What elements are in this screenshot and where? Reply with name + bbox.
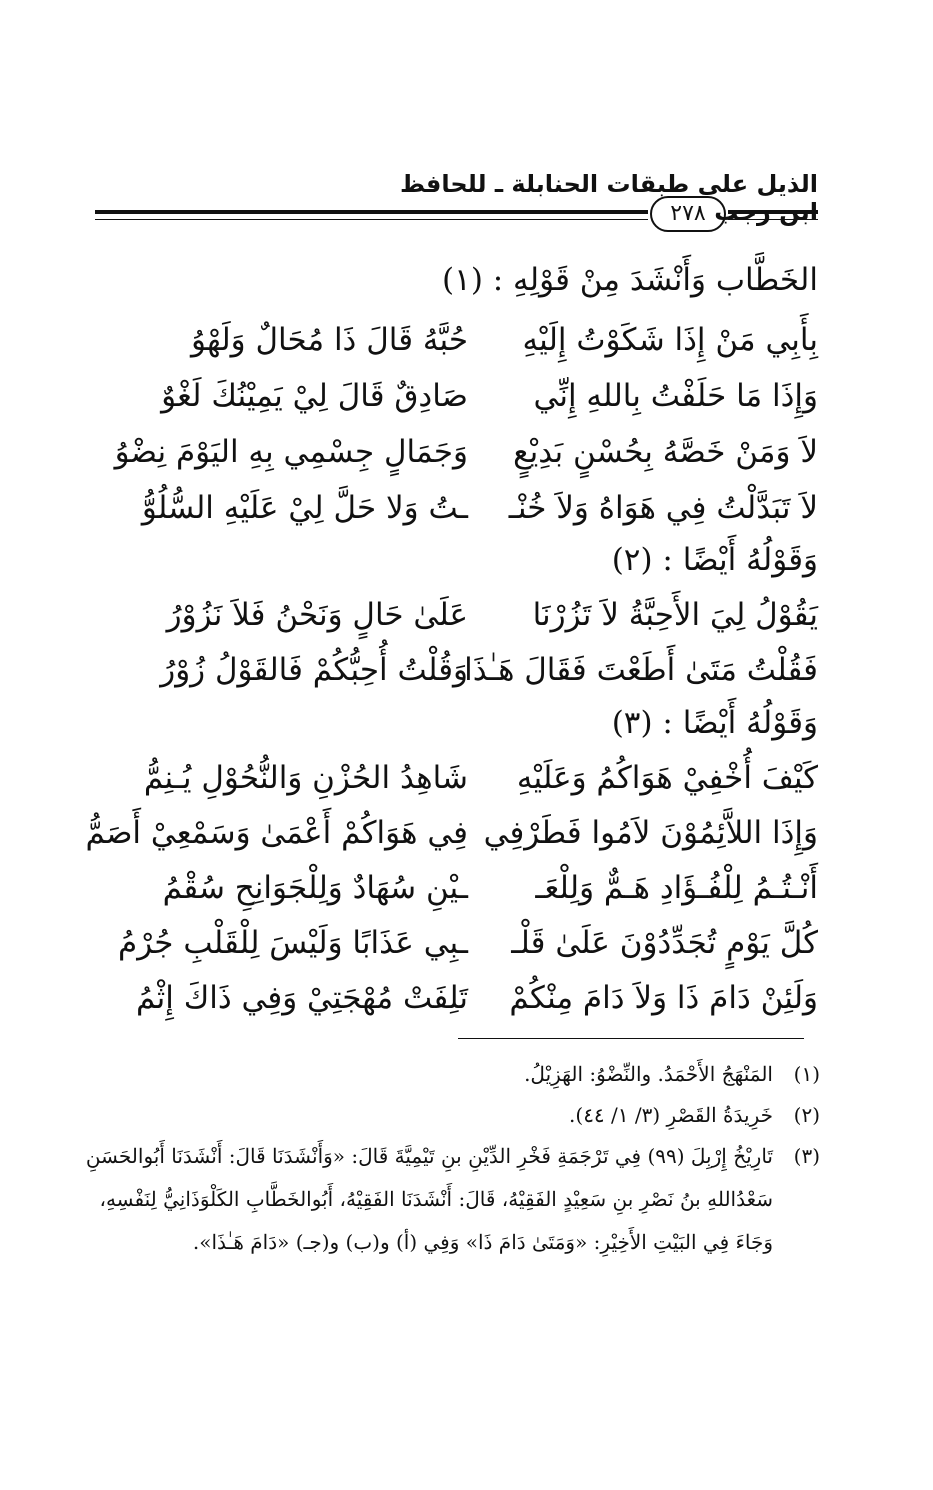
verse-first-hemistich: لاَ وَمَنْ خَصَّهُ بِحُسْنٍ بَدِيْعٍ bbox=[513, 434, 818, 470]
verse-second-hemistich: حُبَّهُ قَالَ ذَا مُحَالٌ وَلَهْوُ bbox=[190, 322, 468, 358]
header-rule-left-thin bbox=[95, 219, 648, 220]
footnote-number: (١) bbox=[793, 1062, 820, 1086]
verse-second-hemistich: صَادِقٌ قَالَ لِيْ يَمِيْنُكَ لَغْوٌ bbox=[161, 378, 468, 414]
intro-line: وَقَوْلُهُ أَيْضًا : (٢) bbox=[611, 542, 818, 578]
footnote-separator bbox=[458, 1038, 804, 1039]
verse-second-hemistich: ـبِي عَذَابًا وَلَيْسَ لِلْقَلْبِ جُرْمُ bbox=[118, 925, 468, 961]
footnote-text: تَارِيْخُ إِرْبِلَ (٩٩) فِي تَرْجَمَةِ فَخْرِ الدِّيْنِ بنِ تَيْمِيَّةَ قَالَ: «وَأَنْشَدَنَا قَالَ: أَنْشَدَنَا أَبُوالحَسَنِ bbox=[85, 1144, 773, 1168]
header-rule-right bbox=[728, 210, 818, 214]
footnote-number: (٢) bbox=[793, 1103, 820, 1127]
intro-line: الخَطَّاب وَأَنْشَدَ مِنْ قَوْلِهِ : (١) bbox=[442, 262, 818, 298]
footnote-number: (٣) bbox=[793, 1144, 820, 1168]
verse-first-hemistich: كَيْفَ أُخْفِيْ هَوَاكُمُ وَعَلَيْهِ bbox=[516, 760, 818, 796]
verse-second-hemistich: تَلِفَتْ مُهْجَتِيْ وَفِي ذَاكَ إِثْمُ bbox=[136, 980, 468, 1016]
verse-first-hemistich: بِأَبِي مَنْ إِذَا شَكَوْتُ إِلَيْهِ bbox=[522, 322, 818, 358]
verse-first-hemistich: فَقُلْتُ مَتَىٰ أَطَعْتَ فَقَالَ هَـٰذَا bbox=[464, 652, 818, 688]
verse-second-hemistich: عَلَىٰ حَالٍ وَنَحْنُ فَلاَ نَزُوْرُ bbox=[166, 597, 468, 633]
verse-second-hemistich: وَجَمَالٍ جِسْمِي بِهِ اليَوْمَ نِضْوُ bbox=[114, 434, 468, 470]
verse-first-hemistich: وَإِذَا اللاَّئِمُوْنَ لاَمُوا فَطَرْفِي bbox=[483, 815, 818, 851]
verse-first-hemistich: وَإِذَا مَا حَلَفْتُ بِاللهِ إِنِّي bbox=[533, 378, 818, 414]
footnote-text: المَنْهَجُ الأَحْمَدُ. والنِّضْوُ: الهَزِيْلُ. bbox=[524, 1062, 773, 1086]
verse-second-hemistich: فِي هَوَاكُمْ أَعْمَىٰ وَسَمْعِيْ أَصَمُّ bbox=[85, 815, 468, 851]
verse-second-hemistich: ـتُ وَلا حَلَّ لِيْ عَلَيْهِ السُّلُوُّ bbox=[141, 490, 468, 526]
verse-first-hemistich: لاَ تَبَدَّلْتُ فِي هَوَاهُ وَلاَ خُنْـ bbox=[508, 490, 818, 526]
footnote-text: وَجَاءَ فِي البَيْتِ الأَخِيْرِ: «وَمَتَىٰ دَامَ ذَا» وَفِي (أ) و(ب) و(جـ) «دَامَ هَـٰذَا». bbox=[192, 1230, 773, 1254]
header-rule-right-thin bbox=[728, 219, 818, 220]
verse-second-hemistich: وَقُلْتُ أُحِبُّكُمْ فَالقَوْلُ زُوْرُ bbox=[160, 652, 468, 688]
verse-first-hemistich: كُلَّ يَوْمٍ تُجَدِّدُوْنَ عَلَىٰ قَلْـ bbox=[511, 925, 818, 961]
verse-first-hemistich: أَنْـتُـمُ لِلْفُـؤَادِ هَـمٌّ وَلِلْعَـ bbox=[535, 870, 818, 906]
footnote-text: خَرِيدَةُ القَصْرِ (٣/ ١/ ٤٤). bbox=[569, 1103, 773, 1127]
verse-first-hemistich: يَقُوْلُ لِيَ الأَحِبَّةُ لاَ تَزُرْنَا bbox=[532, 597, 818, 633]
footnote-text: سَعْدُاللهِ بنُ نَصْرِ بنِ سَعِيْدٍ الفَقِيْهُ، قَالَ: أَنْشَدَنَا الفَقِيْهُ، أَبُوالخَطَّابِ الكَلْوَذَانِيُّ لِنَفْسِهِ، bbox=[99, 1187, 773, 1211]
page-number: ٢٧٨ bbox=[650, 196, 726, 232]
verse-second-hemistich: شَاهِدُ الحُزْنِ وَالنُّحُوْلِ يُـنِمُّ bbox=[143, 760, 468, 796]
verse-first-hemistich: وَلَئِنْ دَامَ ذَا وَلاَ دَامَ مِنْكُمْ bbox=[509, 980, 818, 1016]
header-rule-left bbox=[95, 210, 648, 214]
intro-line: وَقَوْلُهُ أَيْضًا : (٣) bbox=[611, 705, 818, 741]
running-title: الذيل على طبقات الحنابلة ـ للحافظ ابن رجب bbox=[399, 170, 818, 226]
verse-second-hemistich: ـيْنِ سُهَادٌ وَلِلْجَوَانِحِ سُقْمُ bbox=[162, 870, 468, 906]
